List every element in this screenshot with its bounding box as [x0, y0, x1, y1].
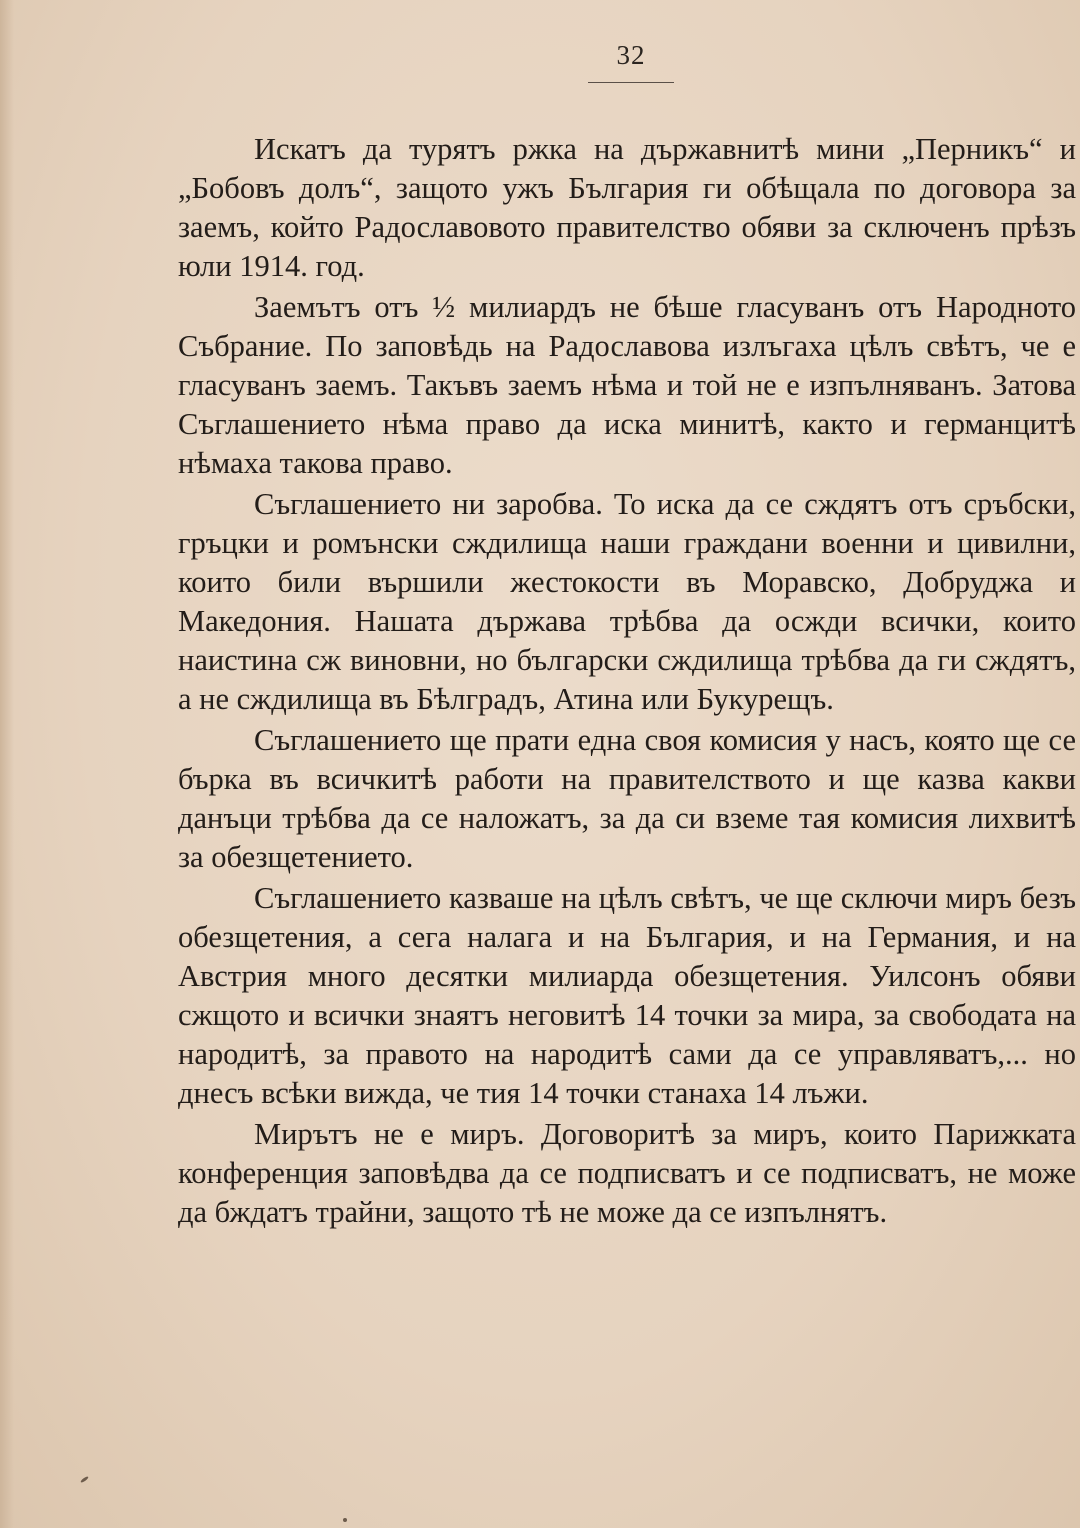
page-gutter-shadow	[0, 0, 14, 1528]
body-text	[178, 130, 1076, 1232]
page-number-rule	[588, 82, 674, 83]
paragraph-6: Мирътъ не е миръ. Договоритѣ за миръ, които Парижката конференция заповѣдва да се подписватъ и се подписватъ, не може да бждатъ трайни, защото тѣ не може да се изпълнятъ.	[178, 1117, 1076, 1229]
paragraph-4: Съглашението ще прати една своя комисия у насъ, която ще се бърка въ всичкитѣ работи на правителството и ще казва какви данъци трѣбва да се наложатъ, за да си вземе тая комисия лихвитѣ за обезщетението.	[178, 723, 1076, 874]
paragraph-5: Съглашението казваше на цѣлъ свѣтъ, че ще сключи миръ безъ обезщетения, а сега налага и на България, и на Германия, и на Австрия много десятки милиарда обезщетения. Уилсонъ обяви сжщото и всички знаятъ неговитѣ 14 точки за мира, за свободата на народитѣ, за правото на народитѣ сами да се управляватъ,... но днесъ всѣки вижда, че тия 14 точки станаха 14 лъжи.	[178, 881, 1076, 1110]
page-number: 32	[616, 40, 646, 70]
paragraph-2: Заемътъ отъ ½ милиардъ не бѣше гласуванъ отъ Народното Събрание. По заповѣдь на Радославова излъгаха цѣлъ свѣтъ, че е гласуванъ заемъ. Такъвъ заемъ нѣма и той не е изпълняванъ. Затова Съглашението нѣма право да иска минитѣ, както и германцитѣ нѣмаха такова право.	[178, 290, 1076, 480]
paper-speck	[343, 1518, 347, 1522]
paper-speck	[80, 1476, 89, 1484]
paragraph-3: Съглашението ни заробва. То иска да се сждятъ отъ сръбски, гръцки и ромънски сждилища наши граждани военни и цивилни, които били вършили жестокости въ Моравско, Добруджа и Македония. Нашата държава трѣбва да осжди всички, които наистина сж виновни, но български сждилища трѣбва да ги сждятъ, а не сждилища въ Бѣлградъ, Атина или Букурещъ.	[178, 487, 1076, 716]
paragraph-1: Искатъ да турятъ ржка на държавнитѣ мини „Перникъ“ и „Бобовъ долъ“, защото ужъ България ги обѣщала по договора за заемъ, който Радославовото правителство обяви за сключенъ прѣзъ юли 1914. год.	[178, 132, 1076, 283]
